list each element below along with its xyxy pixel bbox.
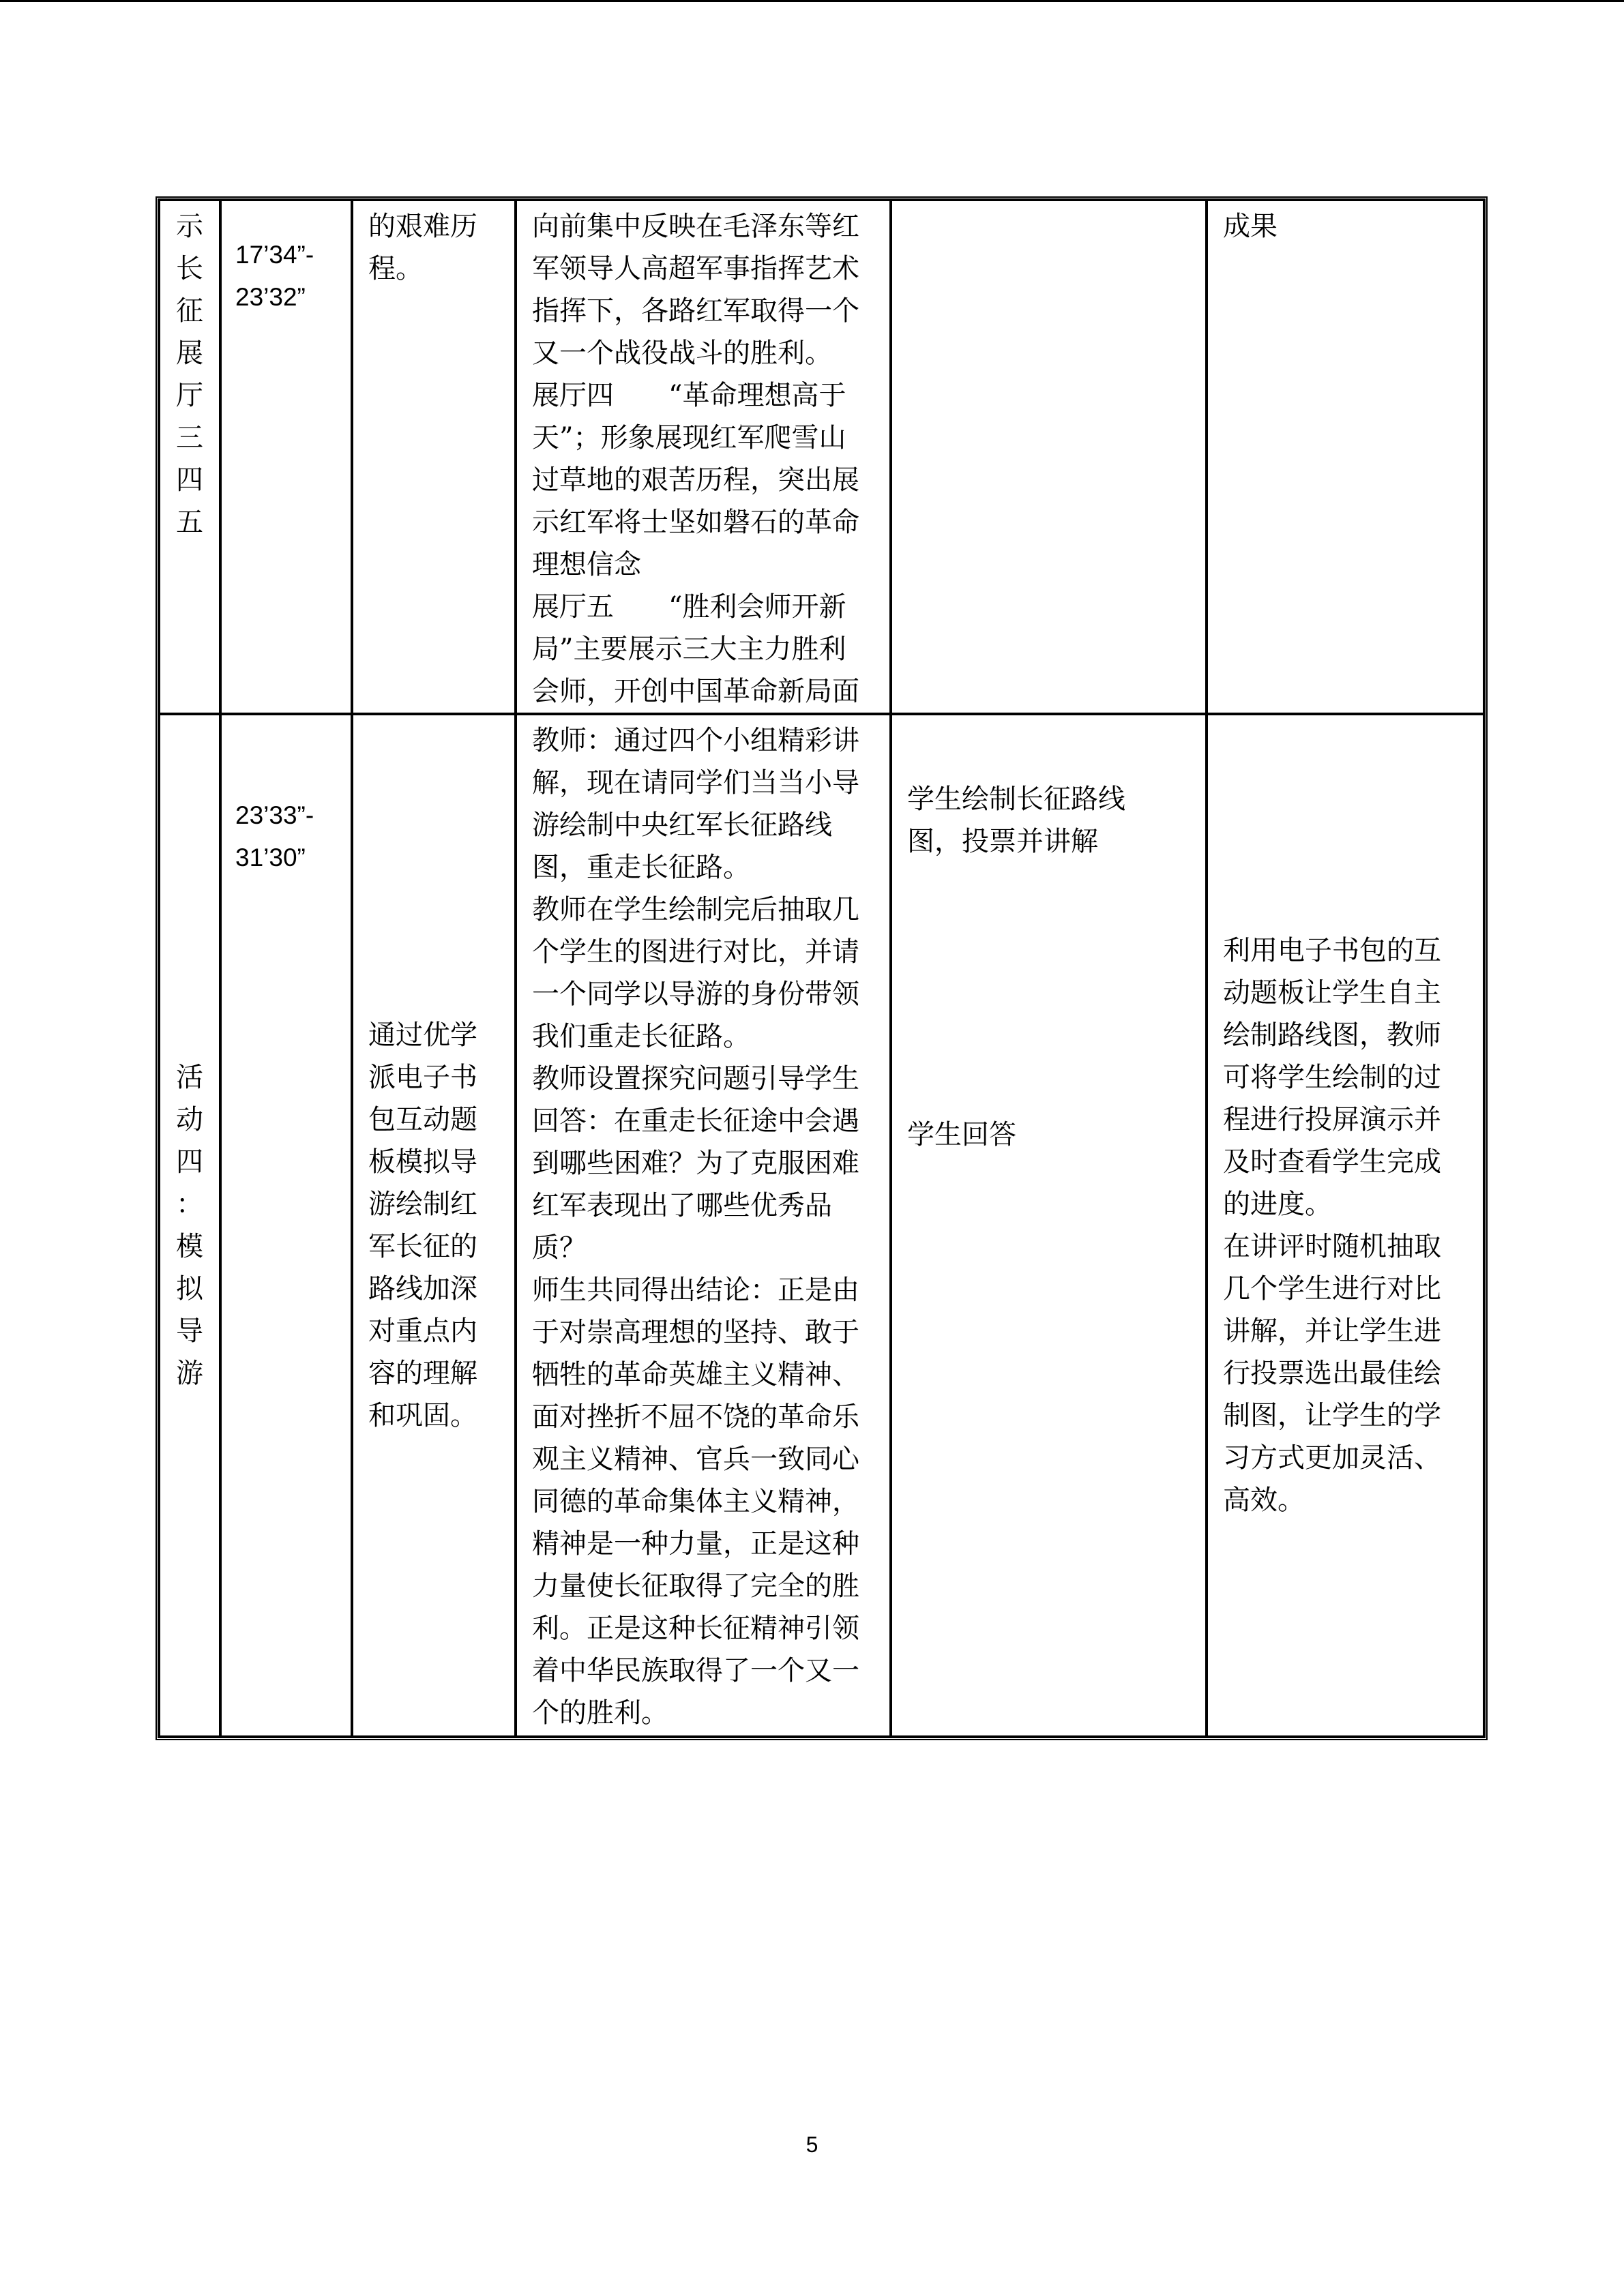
- lesson-plan-table: [156, 196, 1488, 1740]
- time-cell: [220, 714, 352, 1737]
- design-intent-text: 成果: [1223, 211, 1278, 242]
- stage-cell: [159, 714, 220, 1737]
- time-cell: [220, 200, 352, 714]
- goal-text: 通过优学 派电子书 包互动题 板模拟导 游绘制红 军长征的 路线加深 对重点内 容的理解 和巩固。: [368, 1019, 477, 1431]
- table-row: [159, 200, 1484, 714]
- teacher-activity-text: 教师：通过四个小组精彩讲 解，现在请同学们当当小导 游绘制中央红军长征路线 图，重走长征路。 教师在学生绘制完后抽取几 个学生的图进行对比，并请 一个同学以导游的身份带领 我们重走长征路。 教师设置探究问题引导学生 回答：在重走长征途中会遇 到哪些困难？为了克服困难 红军表现出了哪些优秀品 质？ 师生共同得出结论：正是由 于对崇高理想的坚持、敢于 牺牲的革命英雄主义精神、 面对挫折不屈不饶的革命乐 观主义精神、官兵一致同心 同德的革命集体主义精神， 精神是一种力量，正是这种 力量使长征取得了完全的胜 利。正是这种长征精神引领 着中华民族取得了一个又一 个的胜利。: [532, 725, 859, 1729]
- student-activity-text: 学生回答: [907, 1119, 1016, 1150]
- stage-text: 示 长 征 展 厅 三 四 五: [176, 211, 203, 538]
- time-text: 17’34”- 23’32”: [235, 241, 314, 311]
- stage-text: 活 动 四 ： 模 拟 导 游: [176, 1062, 203, 1389]
- student-activity-cell: [891, 200, 1207, 714]
- teacher-activity-cell: [516, 714, 891, 1737]
- student-activity-text: 学生绘制长征路线 图，投票并讲解: [907, 784, 1125, 857]
- goal-cell: [352, 200, 516, 714]
- student-activity-cell: [891, 714, 1207, 1737]
- page-number: 5: [806, 2132, 818, 2157]
- teacher-activity-text: 向前集中反映在毛泽东等红 军领导人高超军事指挥艺术 指挥下，各路红军取得一个 又一个战役战斗的胜利。 展厅四 “革命理想高于 天”；形象展现红军爬雪山 过草地的艰苦历程，突出展 示红军将士坚如磐石的革命 理想信念 展厅五 “胜利会师开新 局”主要展示三大主力胜利 会师，开创中国革命新局面: [532, 211, 859, 707]
- stage-cell: [159, 200, 220, 714]
- time-text: 23’33”- 31’30”: [235, 801, 314, 871]
- teacher-activity-cell: [516, 200, 891, 714]
- design-intent-cell: [1207, 714, 1484, 1737]
- design-intent-text: 利用电子书包的互 动题板让学生自主 绘制路线图，教师 可将学生绘制的过 程进行投屏演示并 及时查看学生完成 的进度。 在讲评时随机抽取 几个学生进行对比 讲解，并让学生进 行投票选出最佳绘 制图，让学生的学 习方式更加灵活、 高效。: [1223, 935, 1441, 1516]
- goal-text: 的艰难历 程。: [368, 211, 477, 284]
- design-intent-cell: [1207, 200, 1484, 714]
- goal-cell: [352, 714, 516, 1737]
- page-top-rule: [0, 0, 1624, 2]
- table-row: [159, 714, 1484, 1737]
